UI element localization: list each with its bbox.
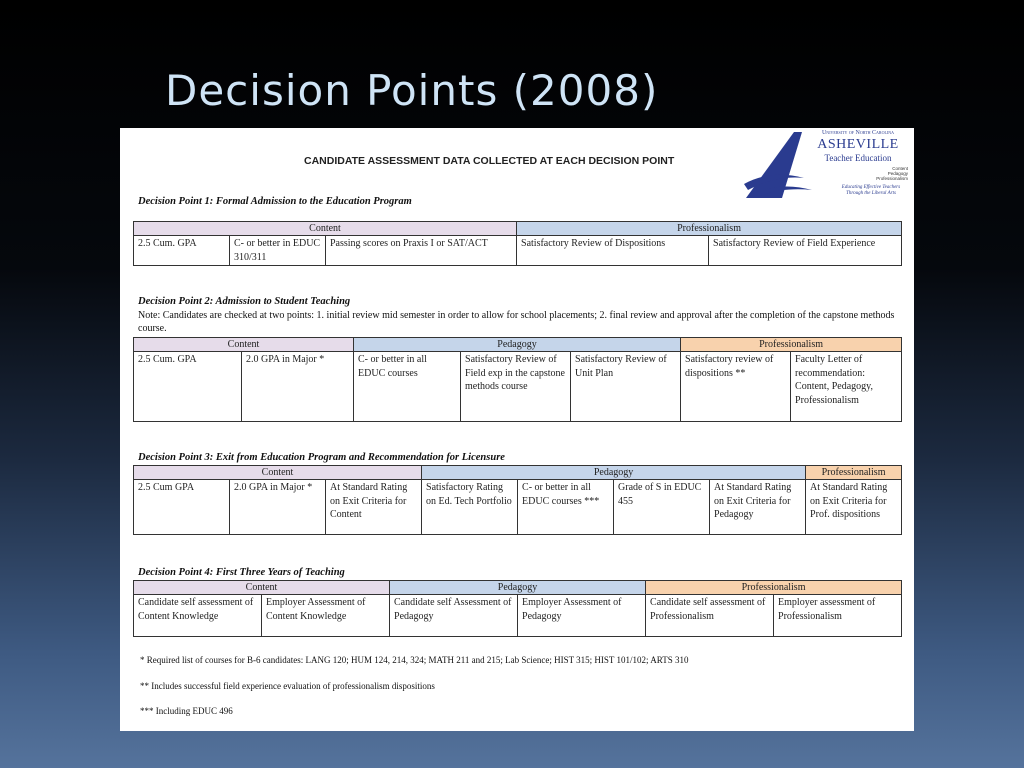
dp2-table (133, 337, 902, 422)
logo-pillar-content: Content (892, 166, 908, 171)
slide-title: Decision Points (2008) (165, 66, 659, 115)
logo-pillar-pedagogy: Pedagogy (887, 171, 908, 176)
dp4-cell: Employer Assessment of Pedagogy (518, 595, 646, 637)
dp4-title: Decision Point 4: First Three Years of Teaching (138, 567, 345, 578)
dp3-cell: At Standard Rating on Exit Criteria for Content (326, 480, 422, 535)
decision-point-4 (133, 567, 901, 637)
dp3-cell: At Standard Rating on Exit Criteria for Pedagogy (710, 480, 806, 535)
dp2-cell: Satisfactory review of dispositions ** (681, 352, 791, 422)
footnote-2: ** Includes successful field experience evaluation of professionalism dispositions (140, 681, 435, 691)
document-page (120, 128, 914, 731)
dp1-cell: Satisfactory Review of Field Experience (709, 236, 902, 266)
decision-point-1 (133, 196, 901, 266)
document-heading: CANDIDATE ASSESSMENT DATA COLLECTED AT EACH DECISION POINT (304, 155, 675, 167)
logo-program: Teacher Education (824, 153, 892, 163)
dp4-cell: Candidate self Assessment of Pedagogy (390, 595, 518, 637)
logo-name: ASHEVILLE (817, 137, 899, 152)
dp3-cell: Grade of S in EDUC 455 (614, 480, 710, 535)
dp3-header-pedagogy: Pedagogy (422, 466, 806, 480)
dp2-title: Decision Point 2: Admission to Student Teaching (138, 296, 351, 307)
unca-logo (742, 128, 912, 206)
dp4-cell: Candidate self assessment of Professionalism (646, 595, 774, 637)
dp2-cell: Satisfactory Review of Unit Plan (571, 352, 681, 422)
dp3-header-professionalism: Professionalism (806, 466, 902, 480)
dp2-cell: 2.0 GPA in Major * (242, 352, 354, 422)
decision-point-2 (133, 296, 901, 422)
dp1-table (133, 221, 902, 266)
dp2-cell: C- or better in all EDUC courses (354, 352, 461, 422)
dp2-note: Note: Candidates are checked at two points: 1. initial review mid semester in order to allow for school placements; 2. final review and approval after the completion of the capstone methods course. (138, 310, 895, 334)
dp3-title: Decision Point 3: Exit from Education Program and Recommendation for Licensure (138, 452, 505, 463)
dp4-cell: Employer Assessment of Content Knowledge (262, 595, 390, 637)
dp2-cell: Faculty Letter of recommendation: Content, Pedagogy, Professionalism (791, 352, 902, 422)
dp2-header-professionalism: Professionalism (681, 338, 902, 352)
dp3-cell: 2.5 Cum GPA (134, 480, 230, 535)
dp4-header-pedagogy: Pedagogy (390, 581, 646, 595)
dp2-cell: 2.5 Cum. GPA (134, 352, 242, 422)
dp3-cell: Satisfactory Rating on Ed. Tech Portfolio (422, 480, 518, 535)
logo-pillar-professionalism: Professionalism (876, 176, 908, 181)
dp2-cell: Satisfactory Review of Field exp in the capstone methods course (461, 352, 571, 422)
dp1-header-professionalism: Professionalism (517, 222, 902, 236)
dp2-header-pedagogy: Pedagogy (354, 338, 681, 352)
dp3-table (133, 465, 902, 535)
dp4-cell: Employer assessment of Professionalism (774, 595, 902, 637)
dp1-cell: Passing scores on Praxis I or SAT/ACT (326, 236, 517, 266)
dp4-header-professionalism: Professionalism (646, 581, 902, 595)
dp2-header-content: Content (134, 338, 354, 352)
dp1-cell: C- or better in EDUC 310/311 (230, 236, 326, 266)
dp1-header-content: Content (134, 222, 517, 236)
footnote-3: *** Including EDUC 496 (140, 706, 233, 716)
dp3-cell: At Standard Rating on Exit Criteria for Prof. dispositions (806, 480, 902, 535)
dp3-cell: C- or better in all EDUC courses *** (518, 480, 614, 535)
dp1-cell: Satisfactory Review of Dispositions (517, 236, 709, 266)
dp4-table (133, 580, 902, 637)
dp4-cell: Candidate self assessment of Content Knowledge (134, 595, 262, 637)
dp3-cell: 2.0 GPA in Major * (230, 480, 326, 535)
dp3-header-content: Content (134, 466, 422, 480)
logo-tagline-line-2: Through the Liberal Arts (846, 191, 896, 196)
logo-tagline-line-1: Educating Effective Teachers (841, 185, 901, 190)
dp1-title: Decision Point 1: Formal Admission to the Education Program (138, 196, 412, 207)
decision-point-3 (133, 452, 901, 535)
dp1-cell: 2.5 Cum. GPA (134, 236, 230, 266)
logo-university: University of North Carolina (821, 130, 895, 136)
dp4-header-content: Content (134, 581, 390, 595)
footnote-1: * Required list of courses for B-6 candidates: LANG 120; HUM 124, 214, 324; MATH 211 and 215; Lab Science; HIST 315; HIST 101/102; ARTS 310 (140, 655, 689, 665)
